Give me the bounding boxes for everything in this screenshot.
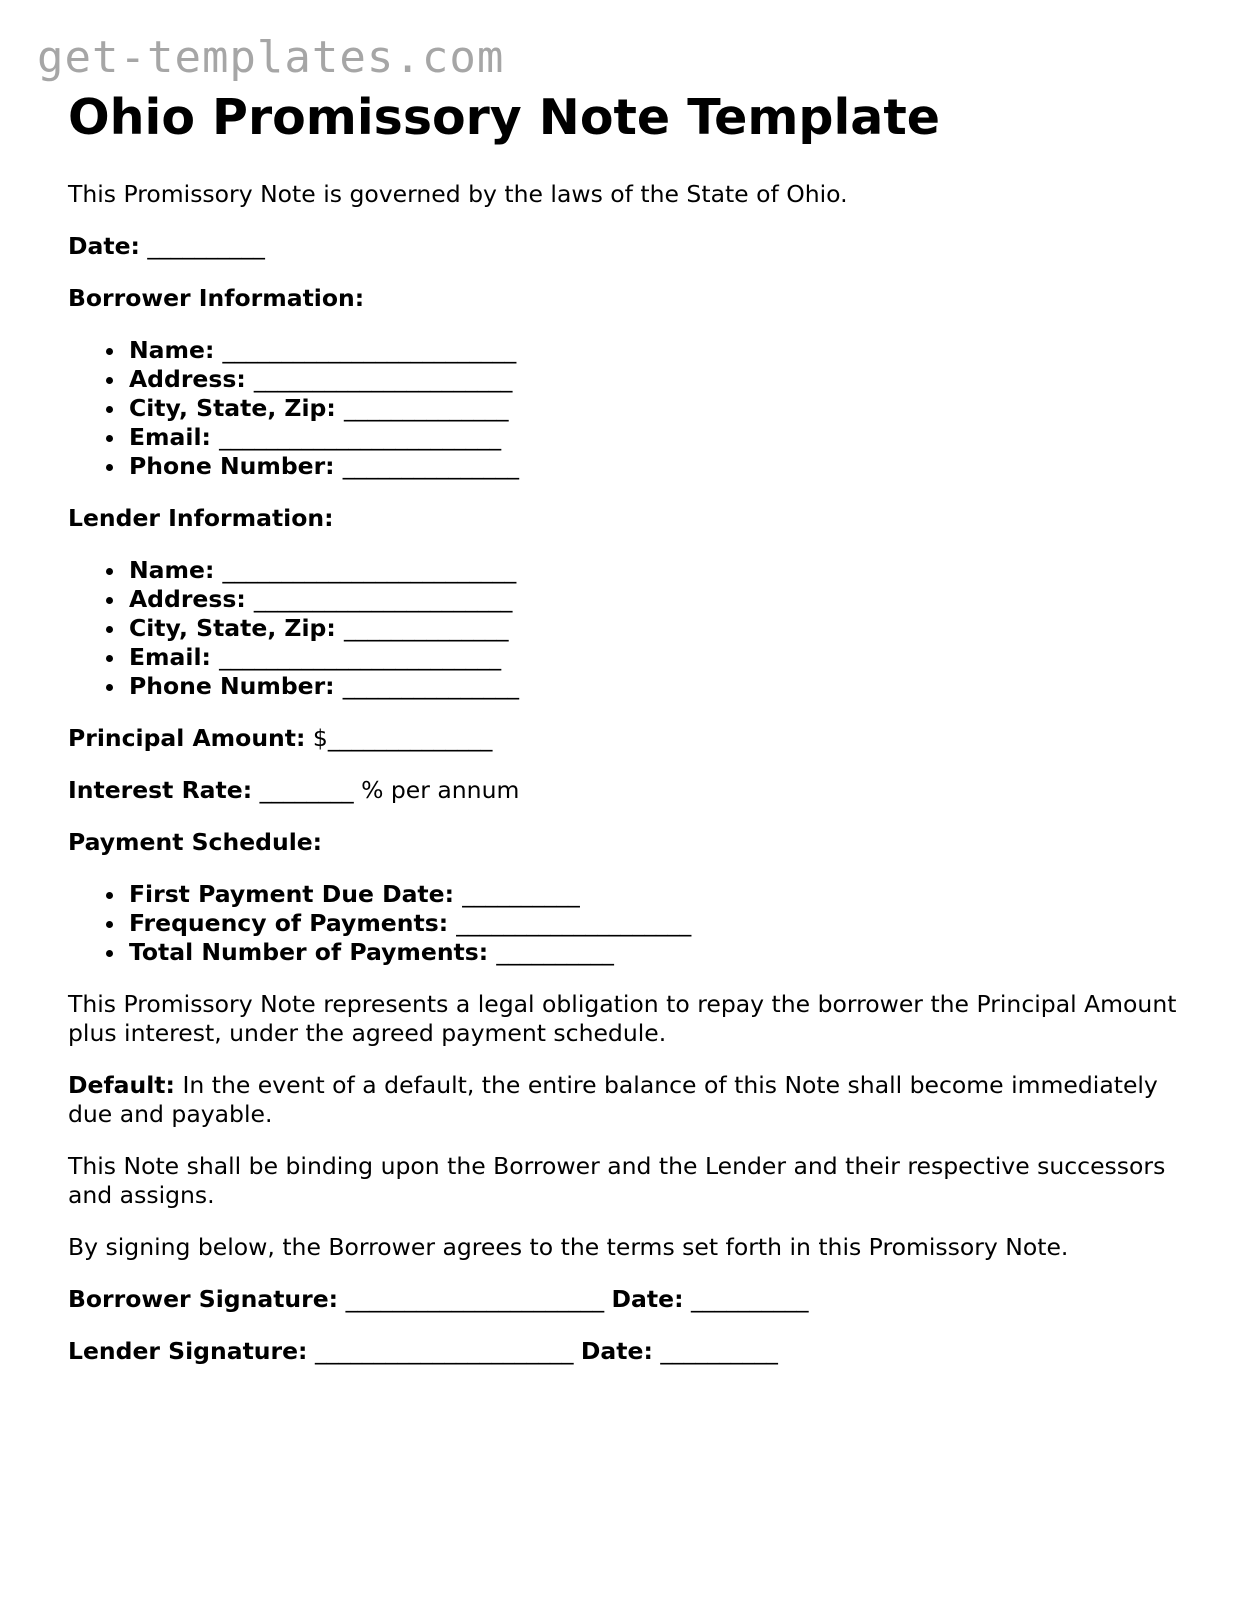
lender-heading: Lender Information: bbox=[68, 504, 334, 532]
principal-amount-blank: $______________ bbox=[312, 724, 493, 752]
first-payment-item: First Payment Due Date: __________ bbox=[129, 880, 1198, 909]
lender-name-blank: _________________________ bbox=[222, 556, 517, 584]
lender-signature-label: Lender Signature: bbox=[68, 1337, 308, 1365]
lender-address-item: Address: ______________________ bbox=[129, 585, 1198, 614]
borrower-city-item: City, State, Zip: ______________ bbox=[129, 394, 1198, 423]
borrower-email-blank: ________________________ bbox=[219, 423, 502, 451]
payment-schedule-heading: Payment Schedule: bbox=[68, 828, 323, 856]
principal-amount-label: Principal Amount: bbox=[68, 724, 306, 752]
date-label: Date: bbox=[68, 232, 140, 260]
borrower-name-blank: _________________________ bbox=[222, 336, 517, 364]
lender-phone-item: Phone Number: _______________ bbox=[129, 672, 1198, 701]
lender-name-item: Name: _________________________ bbox=[129, 556, 1198, 585]
date-field bbox=[68, 232, 1198, 261]
lender-city-blank: ______________ bbox=[343, 614, 509, 642]
interest-rate-blank: ________ bbox=[259, 776, 354, 804]
obligation-paragraph: This Promissory Note represents a legal obligation to repay the borrower the Principal Amount plus interest, under the agreed payment schedule. bbox=[68, 990, 1177, 1047]
payment-frequency-item: Frequency of Payments: ____________________ bbox=[129, 909, 1198, 938]
default-paragraph bbox=[68, 1071, 1198, 1129]
lender-signature-date-blank: __________ bbox=[660, 1337, 778, 1365]
borrower-name-item: Name: _________________________ bbox=[129, 336, 1198, 365]
borrower-signature-date-label: Date: bbox=[611, 1285, 684, 1313]
borrower-signature-date-blank: __________ bbox=[690, 1285, 809, 1313]
borrower-city-blank: ______________ bbox=[343, 394, 509, 422]
default-label: Default: bbox=[68, 1071, 175, 1099]
lender-info-list bbox=[68, 556, 1198, 701]
lender-signature-date-label: Date: bbox=[580, 1337, 653, 1365]
interest-rate-suffix: % per annum bbox=[361, 776, 520, 804]
date-blank: __________ bbox=[147, 232, 265, 260]
borrower-heading: Borrower Information: bbox=[68, 284, 365, 312]
total-payments-blank: __________ bbox=[496, 938, 614, 966]
page-title: Ohio Promissory Note Template bbox=[68, 89, 940, 146]
principal-amount-field bbox=[68, 724, 1198, 753]
borrower-signature-blank: ______________________ bbox=[345, 1285, 605, 1313]
borrower-email-item: Email: ________________________ bbox=[129, 423, 1198, 452]
borrower-phone-blank: _______________ bbox=[342, 452, 520, 480]
lender-email-blank: ________________________ bbox=[219, 643, 502, 671]
binding-paragraph: This Note shall be binding upon the Borrower and the Lender and their respective successors and assigns. bbox=[68, 1152, 1166, 1209]
document-page bbox=[68, 88, 1198, 1366]
lender-phone-blank: _______________ bbox=[342, 672, 520, 700]
lender-city-item: City, State, Zip: ______________ bbox=[129, 614, 1198, 643]
lender-signature-line bbox=[68, 1337, 1198, 1366]
first-payment-blank: __________ bbox=[462, 880, 580, 908]
borrower-signature-label: Borrower Signature: bbox=[68, 1285, 339, 1313]
lender-address-blank: ______________________ bbox=[253, 585, 513, 613]
borrower-address-item: Address: ______________________ bbox=[129, 365, 1198, 394]
payment-schedule-list bbox=[68, 880, 1198, 967]
borrower-info-list bbox=[68, 336, 1198, 481]
borrower-address-blank: ______________________ bbox=[253, 365, 513, 393]
watermark: get-templates.com bbox=[37, 32, 505, 83]
default-text: In the event of a default, the entire balance of this Note shall become immediately due and payable. bbox=[68, 1071, 1158, 1128]
interest-rate-label: Interest Rate: bbox=[68, 776, 253, 804]
governing-law-text: This Promissory Note is governed by the laws of the State of Ohio. bbox=[68, 180, 848, 208]
borrower-signature-line bbox=[68, 1285, 1198, 1314]
lender-signature-blank: ______________________ bbox=[314, 1337, 574, 1365]
signing-paragraph: By signing below, the Borrower agrees to the terms set forth in this Promissory Note. bbox=[68, 1233, 1069, 1261]
lender-email-item: Email: ________________________ bbox=[129, 643, 1198, 672]
borrower-phone-item: Phone Number: _______________ bbox=[129, 452, 1198, 481]
interest-rate-field bbox=[68, 776, 1198, 805]
payment-frequency-blank: ____________________ bbox=[456, 909, 692, 937]
total-payments-item: Total Number of Payments: __________ bbox=[129, 938, 1198, 967]
